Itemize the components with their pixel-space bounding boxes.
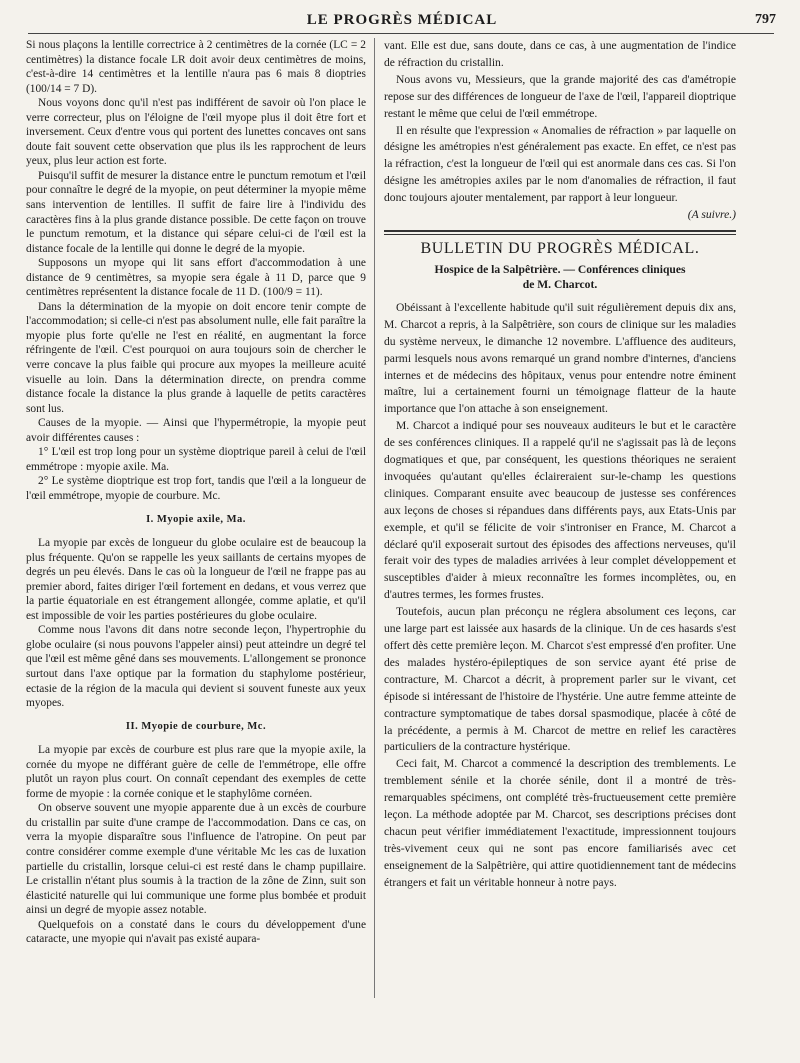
paragraph: La myopie par excès de courbure est plus rare que la myopie axile, la cornée du myope ne différant guère de celle de l'emmétrope, elle offre plutôt un rayon plus court. On connaît cependant des exemples de cette forme de myopie : la cornée conique et le staphylôme cornéen.	[26, 744, 366, 800]
paragraph: Supposons un myope qui lit sans effort d'accommodation à une distance de 9 centimètres, sa myopie sera égale à 11 D, parce que 9 centimètres représentent la distance focale de 11 D. (100/9 = 11).	[26, 257, 366, 299]
paragraph: Obéissant à l'excellente habitude qu'il suit régulièrement depuis dix ans, M. Charcot a repris, à la Salpêtrière, son cours de clinique sur les maladies du système nerveux, le dimanche 12 novembre. L'affluence des auditeurs, parmi lesquels nous avons remarqué un grand nombre d'internes, d'anciens internes et de médecins des hôpitaux, venus pour entendre notre éminent maître, lui a certainement fourni un témoignage flatteur de la haute importance que l'on attache à son enseignement.	[384, 300, 736, 416]
paragraph: Comme nous l'avons dit dans notre seconde leçon, l'hypertrophie du globe oculaire (si nous pouvons l'appeler ainsi) peut atteindre un degré tel que l'œil est même gêné dans ses mouvements. L'allongement se prononce surtout dans l'axe optique par la formation du staphylome postérieur, ectasie de la région de la macula qui devient si souvent funeste aux yeux myopes.	[26, 624, 366, 710]
paragraph: Nous avons vu, Messieurs, que la grande majorité des cas d'amétropie repose sur des différences de longueur de l'axe de l'œil, l'appareil dioptrique restant le même que celui de l'œil emmétrope.	[384, 72, 736, 120]
paragraph: M. Charcot a indiqué pour ses nouveaux auditeurs le but et le caractère de ses conférences cliniques. Il a rappelé qu'il ne s'agissait pas là de leçons dogmatiques et que, par conséquent, les questions théoriques ne seraient invoquées qu'autant qu'elles éclaireraient sur-le-champ les questions cliniques. Comparant ensuite avec beaucoup de justesse ses conférences aux leçons de choses si répandues dans différents pays, aux Etats-Unis par exemple, et qu'il se félicite de voir s'introniser en France, M. Charcot a déclaré qu'il exposerait surtout des épisodes des affections nerveuses, qu'il ferait voir des types de maladies arrivées à leur complet développement et susceptibles d'aider à mieux reconnaître les formes incomplètes, ou, en d'autres termes, les formes frustes.	[384, 419, 736, 602]
bulletin-subtitle-line1: Hospice de la Salpêtrière. — Conférences cliniques	[434, 262, 686, 276]
bulletin-title: BULLETIN DU PROGRÈS MÉDICAL.	[420, 239, 700, 257]
paragraph: La myopie par excès de longueur du globe oculaire est de beaucoup la plus fréquente. Qu'on se rappelle les yeux saillants de certains myopes de degrés un peu élevés. Dans le cas où la longueur de l'œil ne frappe pas au premier abord, faites diriger l'œil fortement en dedans, et vous verrez que la partie équatoriale en est étrangement allongée, comme aplatie, et qu'il est impossible de voir les parties postérieures du globe oculaire.	[26, 537, 366, 622]
paragraph: Dans la détermination de la myopie on doit encore tenir compte de l'accommodation; si celle-ci n'est pas absolument nulle, elle fait paraître la myopie plus forte qu'elle ne l'est en réalité, en augmentant la force réfringente de l'œil. C'est pourquoi on aura toujours soin de chercher le verre concave la plus faible qui procure aux myopes la meilleure acuité visuelle au loin. Dans la détermination directe, on prendra comme distance focale la distance la plus grande à laquelle de petits caractères sont lus.	[26, 300, 366, 415]
bulletin-rule-thin	[384, 234, 736, 235]
paragraph: 2° Le système dioptrique est trop fort, tandis que l'œil a la longueur de l'œil emmétrope, myopie de courbure. Mc.	[26, 475, 366, 502]
header-rule	[28, 33, 774, 34]
paragraph: Ceci fait, M. Charcot a commencé la description des tremblements. Le tremblement sénile et la chorée sénile, dont il a montré de très-remarquables spécimens, ont complété très-fructueusement cette première leçon. La méthode adoptée par M. Charcot, ses descriptions précises dont chacun peut vérifier immédiatement l'exactitude, impressionnent toujours très-vivement ceux qui ne sont pas encore familiarisés avec cet enseignement de la Salpêtrière, qui attire quotidiennement tant de médecins étrangers et fait un véritable honneur à notre pays.	[384, 757, 736, 889]
bulletin-subtitle	[384, 262, 736, 292]
paragraph: Il en résulte que l'expression « Anomalies de réfraction » par laquelle on désigne les amétropies n'est généralement pas exacte. En effet, ce n'est pas la réfraction, c'est la longueur de l'œil qui est anormale dans ces cas. Si l'on désigne les amétropies axiles par le nom d'anomalies de réfraction, il faut donc toujours ajouter mentalement, par rapport à leur longueur.	[384, 123, 736, 205]
paragraph: Causes de la myopie. — Ainsi que l'hypermétropie, la myopie peut avoir différentes causes :	[26, 417, 366, 444]
running-title: LE PROGRÈS MÉDICAL	[306, 12, 498, 28]
bulletin-subtitle-line2: de M. Charcot.	[522, 277, 598, 291]
paragraph: Quelquefois on a constaté dans le cours du développement d'une cataracte, une myopie qui n'avait pas existé aupara-	[26, 918, 366, 946]
paragraph: Nous voyons donc qu'il n'est pas indifférent de savoir où l'on place le verre correcteur, plus on l'éloigne de l'œil myope plus il doit être fort et inversement. Ceux d'entre vous qui portent des lunettes concaves ont sans doute fait souvent cette observation que plus ils les rapprochent de leurs yeux, plus leur action est forte.	[26, 97, 366, 168]
paragraph: Si nous plaçons la lentille correctrice à 2 centimètres de la cornée (LC = 2 centimètres) la distance focale LR doit avoir deux centimètres de moins, c'est-à-dire 14 centimètres et la lentille n'aura pas 6 mais 8 dioptries (100/14 = 7 D).	[26, 39, 366, 95]
left-column	[26, 38, 366, 947]
section-title-myopie-courbure: II. Myopie de courbure, Mc.	[125, 720, 267, 732]
column-divider	[374, 38, 375, 998]
paragraph: On observe souvent une myopie apparente due à un excès de courbure du cristallin par suite d'une crampe de l'accommodation. Dans ce cas, on verra la myopie disparaître sous l'influence de l'atropine. On peut par contre considérer comme exemple d'une véritable Mc les cas de luxation partielle du cristallin, lorsque celui-ci est resté dans le champ pupillaire. Le cristallin n'étant plus soumis à la traction de la zône de Zinn, suit son élasticité naturelle qui lui communique une forme plus bombée et produit ainsi un degré de myopie assez notable.	[26, 802, 366, 917]
page-number: 797	[755, 12, 776, 27]
page-header	[28, 8, 776, 30]
right-column	[384, 38, 736, 892]
paragraph: Puisqu'il suffit de mesurer la distance entre le punctum remotum et l'œil pour connaître le degré de la myopie, on peut déterminer la myopie même sans intervention de lentilles. Il suffit de faire lire à l'individu des caractères fins à la plus grande distance possible. De cette façon on trouve le punctum remotum, et la distance qui sépare celui-ci de l'œil est la distance focale de la lentille qui donne le degré de la myopie.	[26, 169, 366, 255]
bulletin-rule	[384, 230, 736, 232]
paragraph: Toutefois, aucun plan préconçu ne réglera absolument ces leçons, car une large part est laissée aux hasards de la clinique. Un de ces hasards s'est offert dès cette première leçon. M. Charcot s'est empressé d'en profiter. Une des malades hystéro-épileptiques de son service ayant été prise de contracture, M. Charcot a décrit, à proprement parler sur le vivant, cet épisode si intéressant de l'histoire de l'hystérie. Une autre femme atteinte de contracture symptomatique de tabes dorsal spasmodique, placée à côté de la précédente, a permis à M. Charcot de mettre en relief les caractères particuliers de la contracture hystérique.	[384, 605, 736, 754]
paragraph: vant. Elle est due, sans doute, dans ce cas, à une augmentation de l'indice de réfraction du cristallin.	[384, 39, 736, 69]
paragraph: 1° L'œil est trop long pour un système dioptrique pareil à celui de l'œil emmétrope : myopie axile. Ma.	[26, 446, 366, 473]
section-title-myopie-axile: I. Myopie axile, Ma.	[146, 513, 246, 525]
to-be-continued: (A suivre.)	[687, 208, 736, 222]
